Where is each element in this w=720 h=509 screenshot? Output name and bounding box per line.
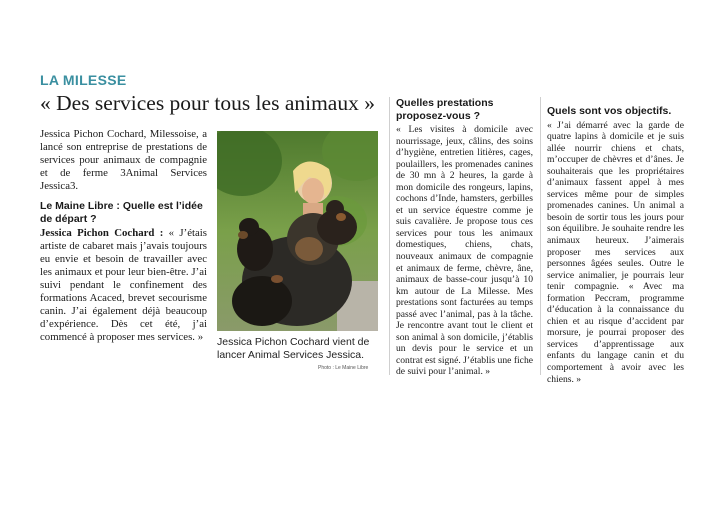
question-2: Quelles prestations proposez-vous ?	[396, 97, 494, 122]
column-divider	[540, 97, 541, 375]
column-divider	[389, 97, 390, 375]
photo-caption: Jessica Pichon Cochard vient de lancer Animal Services Jessica.	[217, 336, 370, 361]
column-4	[547, 105, 684, 385]
question-3: Quels sont vos objectifs.	[547, 105, 672, 117]
column-3	[396, 97, 533, 378]
question-1: Le Maine Libre : Quelle est l’idée de départ ?	[40, 200, 203, 225]
answer-1-text: « J’étais artiste de cabaret mais j’avais toujours eu envie et besoin de travailler avec les animaux et pour leur bien-être. J’ai suivi pendant le confinement des formations Acaced, brevet secourisme canin. J’ai également déjà beaucoup d’expérience. Dès cet été, j’ai commencé à proposer mes services. »	[40, 227, 207, 343]
photo-illustration	[217, 131, 378, 331]
headline: « Des services pour tous les animaux »	[40, 91, 375, 115]
column-1	[40, 128, 207, 344]
answer-2: « Les visites à domicile avec nourrissage, jeux, câlins, des soins d’hygiène, entretien litières, cages, poulaillers, les promenades canines de 30 mn à 2 heures, la garde à mon domicile des rongeurs, lapins, cochons d’Inde, hamsters, gerbilles et un service équestre comme je suis cavalière. Je propose tous ces services pour tous les animaux domestiques, chiens, chats, nouveaux animaux de compagnie et animaux de ferme, chèvre, âne, animaux de basse-cour jusqu’à 10 km autour de La Milesse. Mes prestations sont facturées au temps passé avec l’animal, pas à la tâche. Je rencontre avant tout le client et son animal à son domicile, j’établis un devis pour le service et un contrat est signé. J’établis une fiche de suivi pour l’animal. »	[396, 124, 533, 378]
answer-1	[40, 227, 207, 344]
section-rubric: LA MILESSE	[40, 72, 127, 88]
photo-credit: Photo : Le Maine Libre	[318, 365, 369, 371]
article-intro: Jessica Pichon Cochard, Milessoise, a lancé son entreprise de prestations de services pour animaux de compagnie et de ferme 3Animal Services Jessica3.	[40, 128, 207, 192]
answer-3: « J’ai démarré avec la garde de quatre lapins à domicile et je suis allée nourrir chiens et chats, m’occuper de chèvres et d’ânes. Je souhaiterais que les propriétaires d’animaux fassent appel à mes services même pour de simples promenades canines. Un animal a besoin de sortir tous les jours pour son équilibre. Je souhaite rendre les animaux heureux. J’aimerais proposer mes services aux personnes âgées seules. Outre le service animalier, je pourrais leur tenir compagnie. « Avec ma formation Peccram, programme d’éducation à la connaissance du chien et au risque d’accident par morsure, je pourrai proposer des services d’apprentissage aux enfants du langage canin et du comportement à avoir avec les chiens. »	[547, 119, 684, 385]
answer-1-speaker: Jessica Pichon Cochard :	[40, 227, 164, 239]
article-photo	[217, 131, 378, 331]
